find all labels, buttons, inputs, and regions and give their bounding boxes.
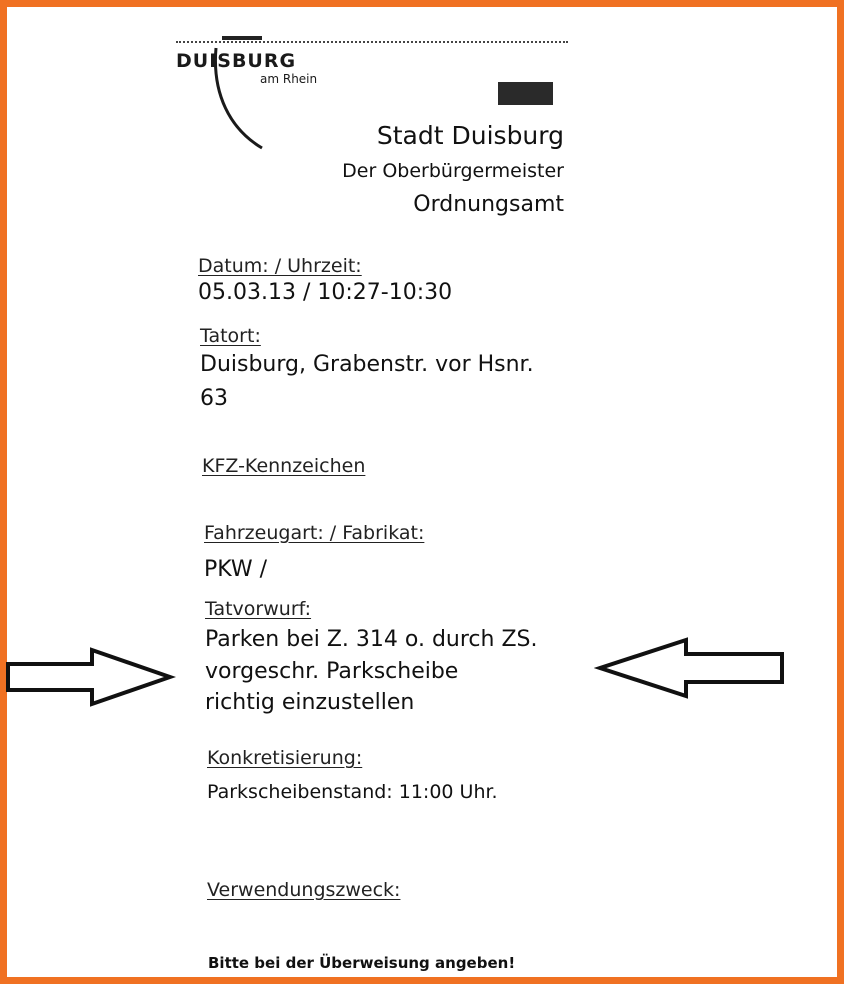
fahrzeug-label: Fahrzeugart: / Fabrikat: bbox=[204, 522, 425, 544]
footer-note: Bitte bei der Überweisung angeben! bbox=[208, 954, 516, 972]
logo-wordmark: DUISBURG bbox=[176, 50, 297, 72]
tatvorwurf-line3: richtig einzustellen bbox=[205, 690, 415, 715]
letterhead-dotted-line bbox=[176, 41, 568, 43]
logo-subtitle: am Rhein bbox=[260, 72, 318, 86]
tatort-label: Tatort: bbox=[200, 325, 261, 347]
header-department: Ordnungsamt bbox=[413, 192, 564, 217]
redaction-block bbox=[498, 82, 553, 105]
datum-value: 05.03.13 / 10:27-10:30 bbox=[198, 280, 453, 305]
right-arrow-icon bbox=[4, 646, 176, 708]
tatvorwurf-line1: Parken bei Z. 314 o. durch ZS. bbox=[205, 627, 538, 652]
logo-accent-bar bbox=[222, 36, 262, 40]
fahrzeug-value: PKW / bbox=[204, 557, 268, 582]
tatvorwurf-line2: vorgeschr. Parkscheibe bbox=[205, 659, 459, 684]
tatvorwurf-label: Tatvorwurf: bbox=[205, 598, 312, 620]
datum-label: Datum: / Uhrzeit: bbox=[198, 255, 362, 277]
header-city: Stadt Duisburg bbox=[376, 121, 564, 150]
verwendung-label: Verwendungszweck: bbox=[207, 879, 401, 901]
left-arrow-icon bbox=[594, 636, 788, 702]
tatort-value-line2: 63 bbox=[200, 386, 228, 411]
header-office: Der Oberbürgermeister bbox=[342, 160, 564, 182]
tatort-value-line1: Duisburg, Grabenstr. vor Hsnr. bbox=[200, 352, 534, 377]
konkret-label: Konkretisierung: bbox=[207, 747, 363, 769]
konkret-value: Parkscheibenstand: 11:00 Uhr. bbox=[207, 781, 498, 803]
kfz-label: KFZ-Kennzeichen bbox=[202, 455, 366, 477]
